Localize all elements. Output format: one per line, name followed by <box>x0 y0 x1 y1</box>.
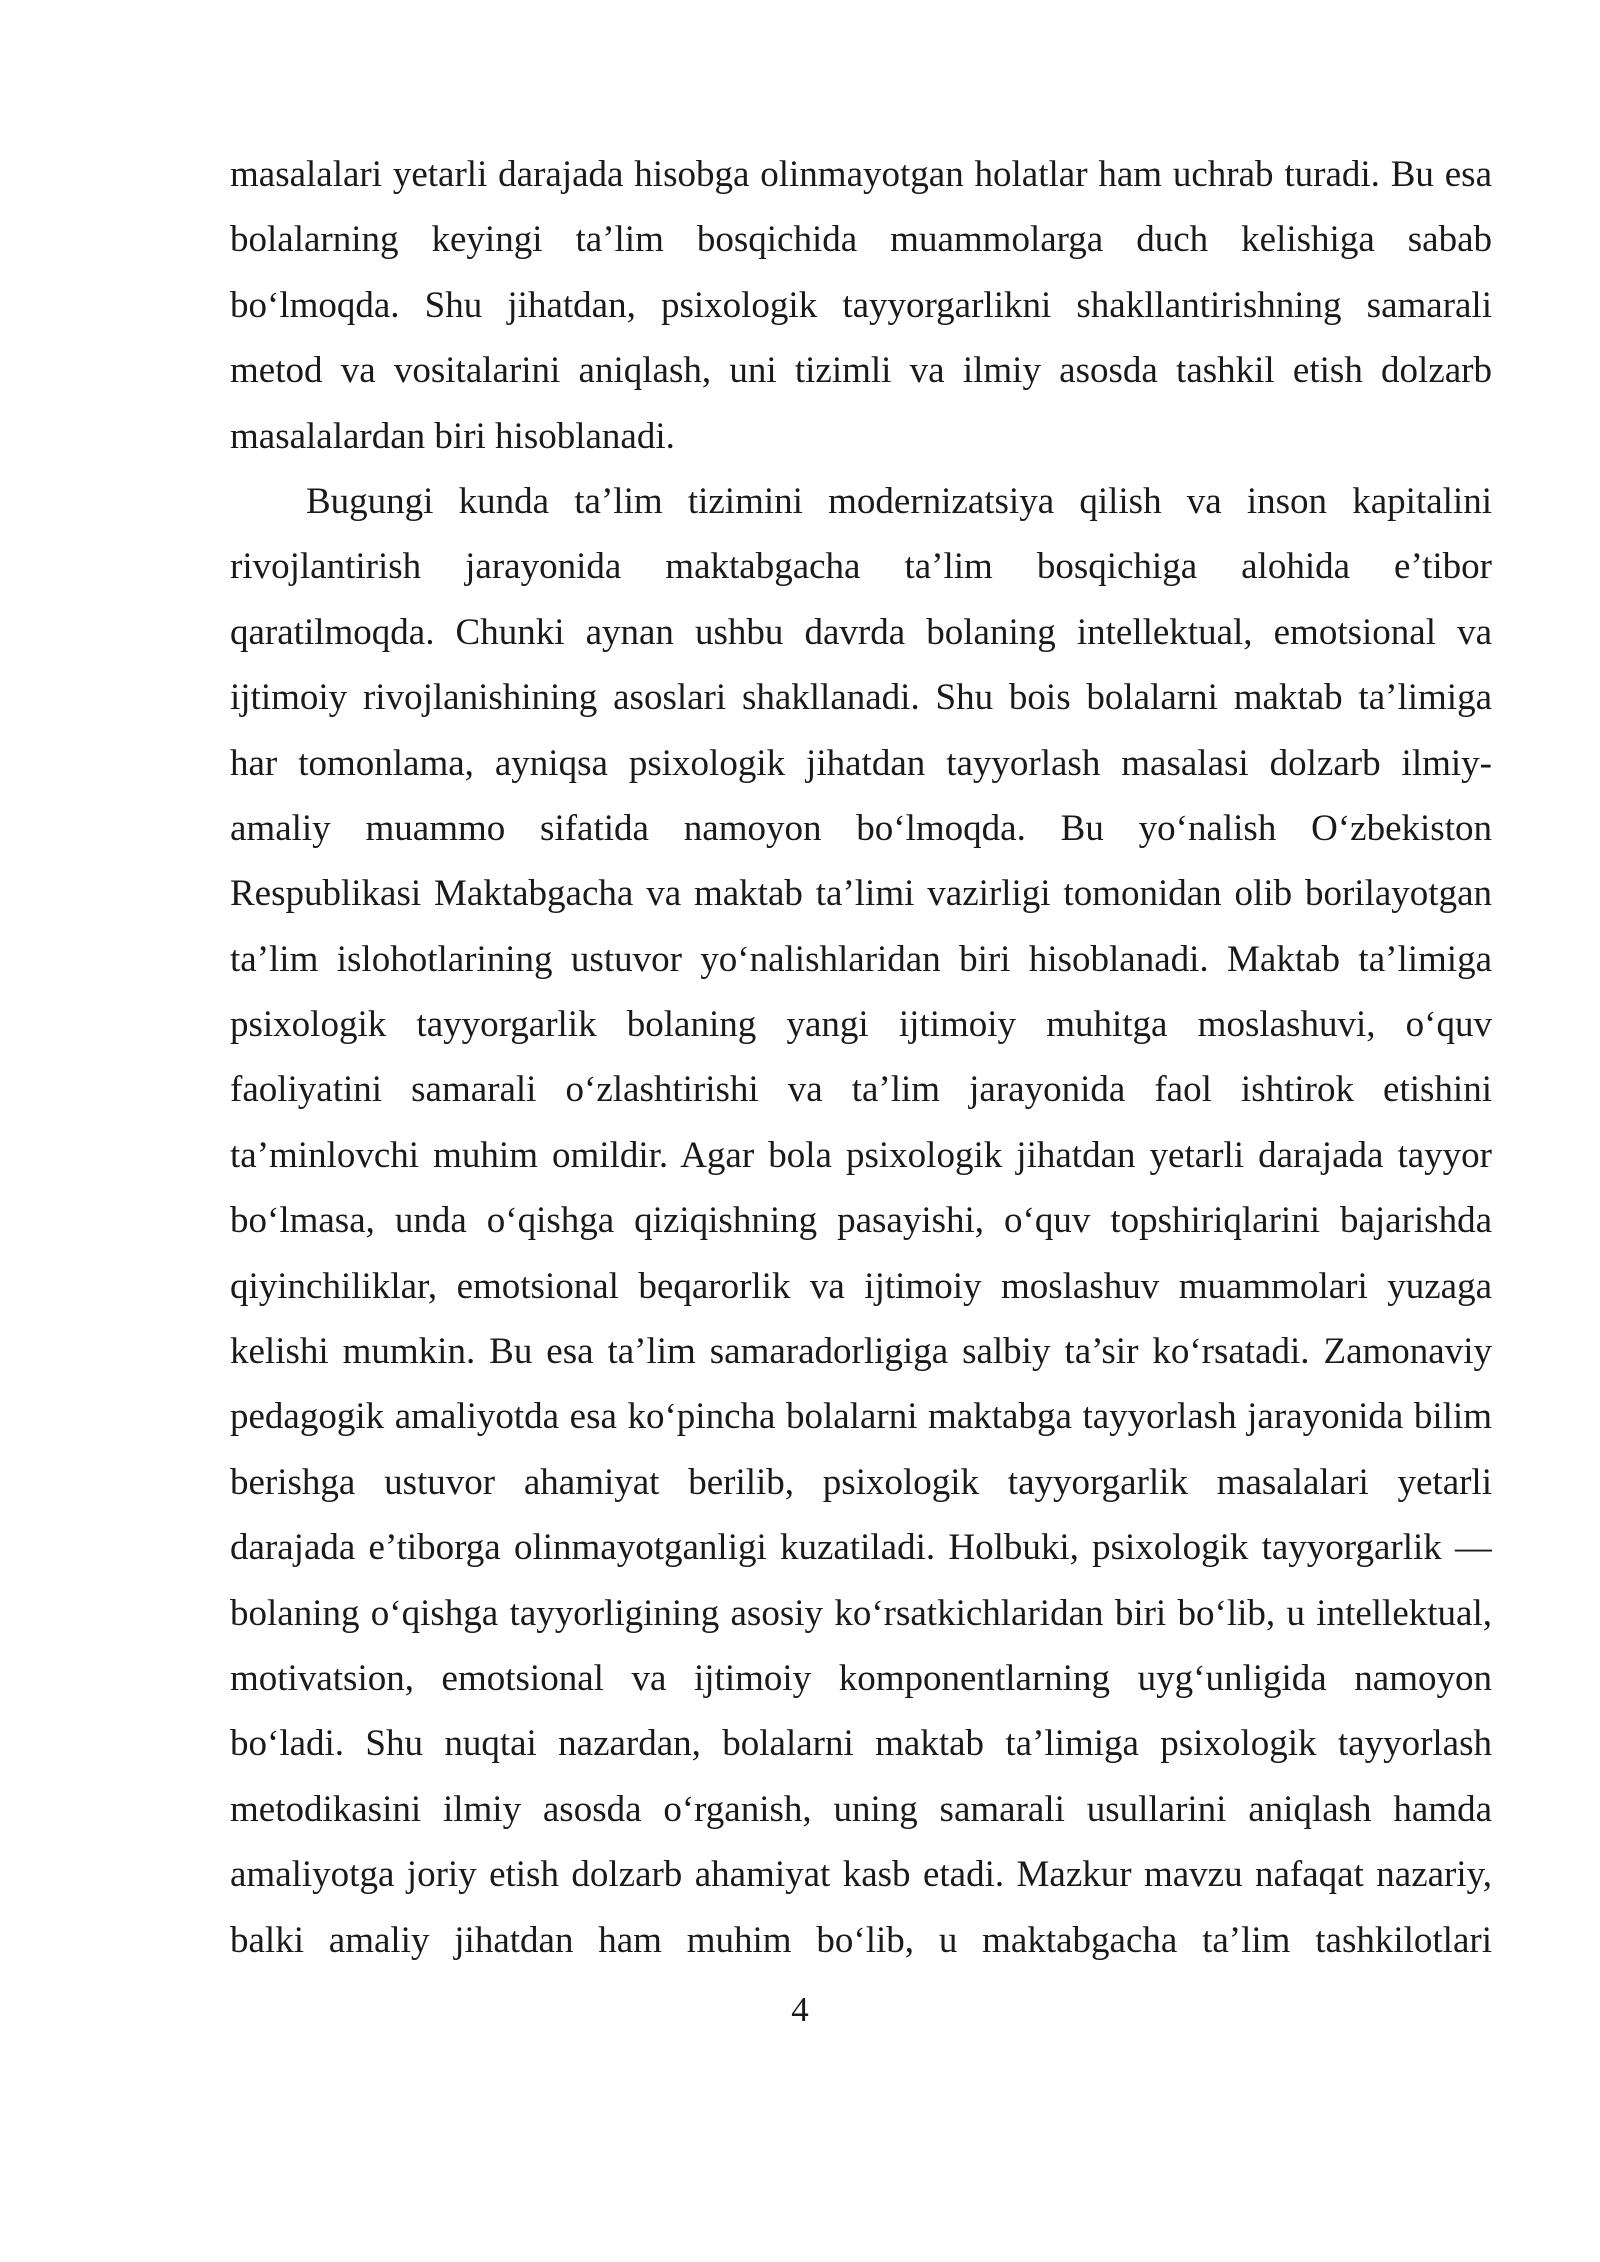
text-line: qiyinchiliklar, emotsional beqarorlik va ijtimoiy moslashuv muammolari yuzaga <box>230 1265 1492 1307</box>
text-line: psixologik tayyorgarlik bolaning yangi ijtimoiy muhitga moslashuvi, o‘quv <box>230 1004 1492 1046</box>
paragraph <box>230 142 1492 469</box>
text-line: bo‘lmoqda. Shu jihatdan, psixologik tayyorgarlikni shakllantirishning samarali <box>230 284 1492 326</box>
text-line: berishga ustuvor ahamiyat berilib, psixologik tayyorgarlik masalalari yetarli <box>230 1461 1492 1503</box>
text-line: bolaning o‘qishga tayyorligining asosiy ko‘rsatkichlaridan biri bo‘lib, u intellektual, <box>230 1592 1492 1634</box>
text-line: metodikasini ilmiy asosda o‘rganish, uning samarali usullarini aniqlash hamda <box>230 1788 1492 1830</box>
text-line: har tomonlama, ayniqsa psixologik jihatdan tayyorlash masalasi dolzarb ilmiy- <box>230 742 1492 784</box>
text-line: ta’minlovchi muhim omildir. Agar bola psixologik jihatdan yetarli darajada tayyor <box>230 1134 1492 1176</box>
text-line: pedagogik amaliyotda esa ko‘pincha bolalarni maktabga tayyorlash jarayonida bilim <box>230 1396 1492 1438</box>
paragraph <box>230 469 1492 1973</box>
text-line: ijtimoiy rivojlanishining asoslari shakllanadi. Shu bois bolalarni maktab ta’limiga <box>230 677 1492 719</box>
text-line: kelishi mumkin. Bu esa ta’lim samaradorligiga salbiy ta’sir ko‘rsatadi. Zamonaviy <box>230 1331 1492 1373</box>
text-line: motivatsion, emotsional va ijtimoiy komponentlarning uyg‘unligida namoyon <box>230 1657 1492 1699</box>
text-line: Bugungi kunda ta’lim tizimini modernizatsiya qilish va inson kapitalini <box>306 480 1492 522</box>
document-body <box>230 142 1492 1973</box>
page-number: 4 <box>791 1990 809 2029</box>
text-line: qaratilmoqda. Chunki aynan ushbu davrda bolaning intellektual, emotsional va <box>230 611 1492 653</box>
text-line: bo‘lmasa, unda o‘qishga qiziqishning pasayishi, o‘quv topshiriqlarini bajarishda <box>230 1200 1492 1242</box>
text-line: ta’lim islohotlarining ustuvor yo‘nalishlaridan biri hisoblanadi. Maktab ta’limiga <box>230 938 1492 980</box>
text-line: bo‘ladi. Shu nuqtai nazardan, bolalarni maktab ta’limiga psixologik tayyorlash <box>230 1723 1492 1765</box>
text-line: masalalari yetarli darajada hisobga olinmayotgan holatlar ham uchrab turadi. Bu esa <box>230 154 1492 195</box>
text-line: darajada e’tiborga olinmayotganligi kuzatiladi. Holbuki, psixologik tayyorgarlik — <box>230 1527 1492 1569</box>
text-line: amaliy muammo sifatida namoyon bo‘lmoqda. Bu yo‘nalish O‘zbekiston <box>230 807 1492 849</box>
text-line: amaliyotga joriy etish dolzarb ahamiyat kasb etadi. Mazkur mavzu nafaqat nazariy, <box>230 1854 1492 1896</box>
text-line: Respublikasi Maktabgacha va maktab ta’limi vazirligi tomonidan olib borilayotgan <box>230 873 1492 915</box>
text-line: bolalarning keyingi ta’lim bosqichida muammolarga duch kelishiga sabab <box>230 219 1492 261</box>
text-line: balki amaliy jihatdan ham muhim bo‘lib, u maktabgacha ta’lim tashkilotlari <box>230 1919 1492 1961</box>
text-line: metod va vositalarini aniqlash, uni tizimli va ilmiy asosda tashkil etish dolzarb <box>230 350 1492 392</box>
text-line: rivojlantirish jarayonida maktabgacha ta’lim bosqichiga alohida e’tibor <box>230 546 1492 588</box>
text-line: masalalardan biri hisoblanadi. <box>230 415 675 457</box>
text-line: faoliyatini samarali o‘zlashtirishi va ta’lim jarayonida faol ishtirok etishini <box>230 1069 1492 1111</box>
